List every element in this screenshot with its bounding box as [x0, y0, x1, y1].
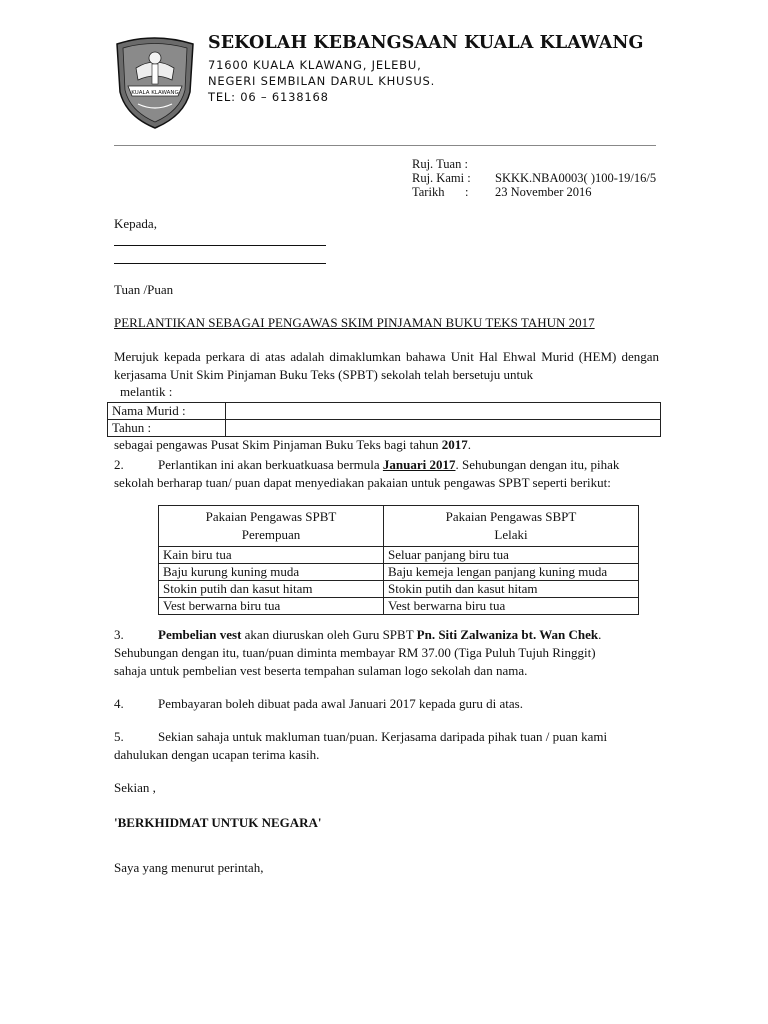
- para-2-text-a: Perlantikan ini akan berkuatkuasa bermula: [158, 457, 383, 472]
- address-blank-line: [114, 263, 326, 264]
- closing-motto: 'BERKHIDMAT UNTUK NEGARA': [114, 815, 322, 830]
- subject-heading: PERLANTIKAN SEBAGAI PENGAWAS SKIM PINJAMAN BUKU TEKS TAHUN 2017: [114, 315, 595, 330]
- para-3-line-1: [158, 627, 601, 643]
- para-3-text-b: .: [598, 627, 602, 642]
- table-cell: Stokin putih dan kasut hitam: [159, 581, 384, 598]
- closing-signature-line: Saya yang menurut perintah,: [114, 860, 264, 875]
- student-name-label: Nama Murid :: [108, 403, 226, 420]
- closing-sekian: Sekian ,: [114, 780, 156, 795]
- header-divider: [114, 145, 656, 146]
- para-3-text-a: akan diuruskan oleh Guru SPBT: [241, 627, 417, 642]
- address-line-2: NEGERI SEMBILAN DARUL KHUSUS.: [208, 74, 436, 88]
- table-row: [159, 547, 639, 564]
- student-year-label: Tahun :: [108, 420, 226, 437]
- col-female-title: Pakaian Pengawas SPBT: [205, 509, 337, 524]
- uniform-table: [158, 505, 639, 615]
- ref-kami-value: SKKK.NBA0003( )100-19/16/5: [495, 171, 657, 185]
- table-row: [159, 564, 639, 581]
- table-row: [108, 403, 661, 420]
- ref-kami-label: Ruj. Kami :: [412, 171, 471, 185]
- col-female-subtitle: Perempuan: [241, 527, 301, 542]
- ref-tuan-label: Ruj. Tuan :: [412, 157, 468, 171]
- para-2-number: 2.: [114, 457, 124, 472]
- para-3-bold-a: Pembelian vest: [158, 627, 242, 642]
- para-3-teacher-name: Pn. Siti Zalwaniza bt. Wan Chek: [416, 627, 599, 642]
- para-2-line-2: sekolah berharap tuan/ puan dapat menyediakan pakaian untuk pengawas SPBT seperti berikut:: [114, 475, 611, 490]
- salutation: Tuan /Puan: [114, 282, 174, 297]
- appointment-period: .: [467, 437, 472, 452]
- date-label: Tarikh: [412, 185, 445, 199]
- para-4-number: 4.: [114, 696, 124, 711]
- student-year-value: [226, 420, 661, 437]
- table-cell: Vest berwarna biru tua: [159, 598, 384, 615]
- school-logo: [114, 34, 196, 130]
- student-name-value: [226, 403, 661, 420]
- col-female-header: [159, 506, 384, 547]
- para-4-text: Pembayaran boleh dibuat pada awal Januari 2017 kepada guru di atas.: [158, 696, 523, 711]
- col-male-header: [384, 506, 639, 547]
- appointment-line: [114, 437, 471, 453]
- date-colon: :: [465, 185, 469, 199]
- svg-text:KUALA KLAWANG: KUALA KLAWANG: [131, 90, 179, 96]
- table-cell: Stokin putih dan kasut hitam: [384, 581, 639, 598]
- para-3-number: 3.: [114, 627, 124, 642]
- student-info-table: [107, 402, 661, 437]
- para-5-number: 5.: [114, 729, 124, 744]
- table-cell: Baju kemeja lengan panjang kuning muda: [384, 564, 639, 581]
- intro-paragraph: Merujuk kepada perkara di atas adalah dimaklumkan bahawa Unit Hal Ehwal Murid (HEM) dengan kerjasama Unit Skim Pinjaman Buku Teks (SPBT) sekolah telah bersetuju untuk: [114, 349, 659, 382]
- appointment-text: sebagai pengawas Pusat Skim Pinjaman Buku Teks bagi tahun: [114, 437, 442, 452]
- table-header-row: [159, 506, 639, 547]
- school-name: SEKOLAH KEBANGSAAN KUALA KLAWANG: [208, 33, 644, 53]
- address-line-1: 71600 KUALA KLAWANG, JELEBU,: [208, 58, 422, 72]
- table-cell: Vest berwarna biru tua: [384, 598, 639, 615]
- para-3-line-3: sahaja untuk pembelian vest beserta tempahan sulaman logo sekolah dan nama.: [114, 663, 528, 678]
- appointment-year: 2017: [441, 437, 468, 452]
- para-3-line-2: Sehubungan dengan itu, tuan/puan diminta membayar RM 37.00 (Tiga Puluh Tujuh Ringgit): [114, 645, 596, 660]
- table-cell: Seluar panjang biru tua: [384, 547, 639, 564]
- table-cell: Baju kurung kuning muda: [159, 564, 384, 581]
- recipient-kepada: Kepada,: [114, 216, 157, 231]
- table-row: [159, 598, 639, 615]
- para-2-text-b: . Sehubungan dengan itu, pihak: [455, 457, 620, 472]
- table-row: [159, 581, 639, 598]
- date-value: 23 November 2016: [495, 185, 592, 199]
- table-cell: Kain biru tua: [159, 547, 384, 564]
- para-2-line-1: [158, 457, 619, 473]
- address-blank-line: [114, 245, 326, 246]
- telephone: TEL: 06 – 6138168: [208, 90, 329, 104]
- table-row: [108, 420, 661, 437]
- para-5-line-2: dahulukan dengan ucapan terima kasih.: [114, 747, 320, 762]
- col-male-title: Pakaian Pengawas SBPT: [445, 509, 577, 524]
- para-2-date: Januari 2017: [382, 457, 456, 472]
- col-male-subtitle: Lelaki: [494, 527, 528, 542]
- intro-melantik: melantik :: [120, 384, 173, 399]
- para-5-line-1: Sekian sahaja untuk makluman tuan/puan. Kerjasama daripada pihak tuan / puan kami: [158, 729, 608, 744]
